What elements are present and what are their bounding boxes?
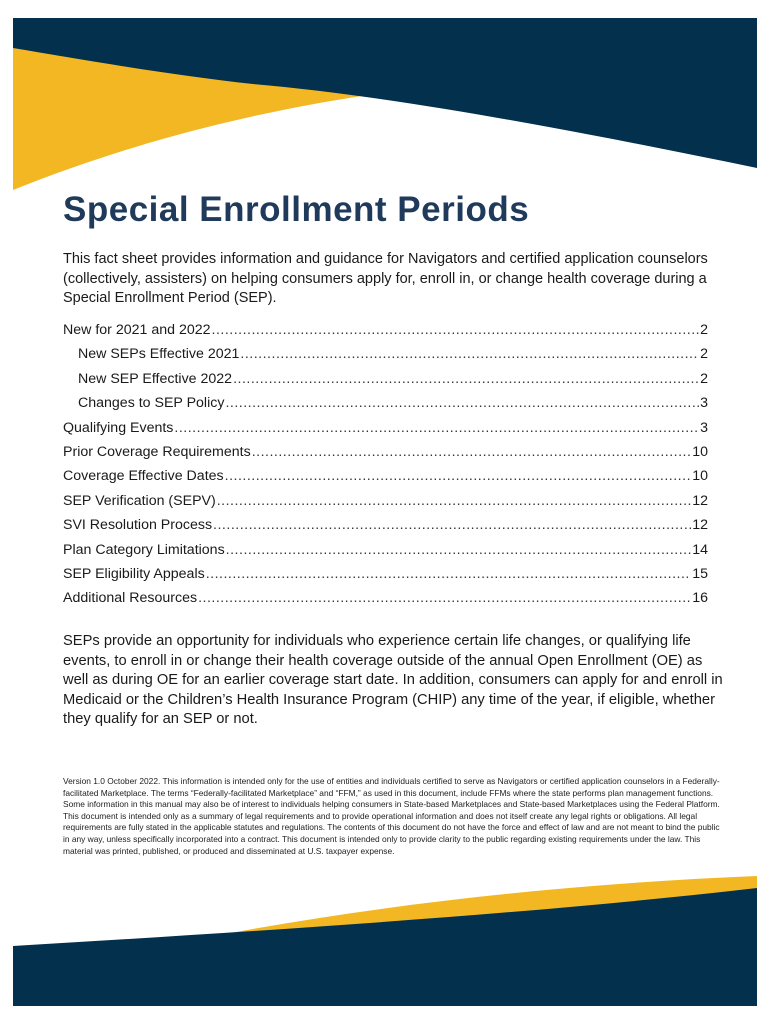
toc-leader — [212, 318, 700, 342]
toc-leader — [206, 562, 692, 586]
top-banner-graphic — [13, 18, 757, 198]
toc-page-number: 14 — [692, 541, 708, 558]
toc-leader — [233, 367, 699, 391]
toc-leader — [217, 489, 692, 513]
sep-overview-paragraph: SEPs provide an opportunity for individuals who experience certain life changes, or qualifying life events, to enroll in or change their health coverage outside of the annual Open Enrollment (OE) as well as during OE for an earlier coverage start date. In addition, consumers can apply for and enroll in Medicaid or the Children’s Health Insurance Program (CHIP) any time of the year, if eligible, whether they qualify for an SEP or not. — [63, 633, 723, 727]
toc-page-number: 3 — [700, 395, 708, 412]
toc-label: Additional Resources — [63, 590, 198, 607]
toc-leader — [225, 391, 699, 415]
toc-page-number: 2 — [700, 370, 708, 387]
toc-page-number: 3 — [700, 419, 708, 436]
toc-item-svi-resolution[interactable] — [63, 513, 708, 537]
toc-label: Prior Coverage Requirements — [63, 443, 251, 460]
toc-item-plan-category-limitations[interactable] — [63, 538, 708, 562]
table-of-contents — [63, 318, 708, 611]
toc-leader — [240, 342, 699, 366]
toc-item-sep-eligibility-appeals[interactable] — [63, 562, 708, 586]
toc-page-number: 10 — [692, 468, 708, 485]
toc-item-coverage-effective-dates[interactable] — [63, 464, 708, 488]
toc-page-number: 2 — [700, 346, 708, 363]
toc-leader — [226, 538, 692, 562]
toc-item-new-sep-2022[interactable] — [63, 367, 708, 391]
toc-page-number: 16 — [692, 590, 708, 607]
toc-leader — [225, 464, 692, 488]
toc-item-changes-sep-policy[interactable] — [63, 391, 708, 415]
toc-item-new-for-2021-2022[interactable] — [63, 318, 708, 342]
toc-label: Changes to SEP Policy — [78, 395, 225, 412]
toc-label: New SEP Effective 2022 — [78, 370, 233, 387]
toc-label: New SEPs Effective 2021 — [78, 346, 240, 363]
toc-item-additional-resources[interactable] — [63, 586, 708, 610]
page — [13, 18, 757, 1006]
toc-label: New for 2021 and 2022 — [63, 322, 211, 338]
toc-leader — [213, 513, 691, 537]
toc-leader — [198, 586, 691, 610]
toc-label: Plan Category Limitations — [63, 541, 225, 558]
toc-page-number: 2 — [700, 322, 708, 338]
toc-item-new-seps-2021[interactable] — [63, 342, 708, 366]
intro-paragraph: This fact sheet provides information and guidance for Navigators and certified application counselors (collectively, assisters) on helping consumers apply for, enroll in, or change health coverage during a Special Enrollment Period (SEP). — [63, 251, 708, 306]
toc-label: Coverage Effective Dates — [63, 468, 224, 485]
page-title: Special Enrollment Periods — [63, 190, 530, 229]
toc-item-prior-coverage[interactable] — [63, 440, 708, 464]
toc-label: SEP Verification (SEPV) — [63, 492, 216, 509]
toc-leader — [174, 416, 699, 440]
toc-item-qualifying-events[interactable] — [63, 416, 708, 440]
toc-label: Qualifying Events — [63, 419, 174, 436]
toc-leader — [252, 440, 692, 464]
toc-label: SVI Resolution Process — [63, 517, 213, 534]
toc-page-number: 10 — [692, 443, 708, 460]
toc-page-number: 12 — [692, 517, 708, 534]
bottom-banner-graphic — [13, 866, 757, 1006]
navy-swoosh — [13, 888, 757, 1006]
toc-page-number: 12 — [692, 492, 708, 509]
toc-page-number: 15 — [692, 565, 708, 582]
toc-label: SEP Eligibility Appeals — [63, 565, 205, 582]
toc-item-sep-verification[interactable] — [63, 489, 708, 513]
version-disclaimer: Version 1.0 October 2022. This information is intended only for the use of entities and individuals certified to serve as Navigators or certified application counselors in a Federally-facilitated Marketplace. The terms “Federally-facilitated Marketplace” and “FFM,” as used in this document, include FFMs where the state performs plan management functions. Some information in this manual may also be of interest to individuals helping consumers in State-based Marketplaces and State-based Marketplaces using the Federal Platform. This document is intended only as a summary of legal requirements and to provide operational information and does not itself create any legal rights or obligations. All legal requirements are fully stated in the applicable statutes and regulations. The contents of this document do not have the force and effect of law and are not meant to bind the public in any way, unless specifically incorporated into a contract. This document is intended only to provide clarity to the public regarding existing requirements under the law. This material was printed, published, or produced and disseminated at U.S. taxpayer expense. — [63, 776, 720, 856]
